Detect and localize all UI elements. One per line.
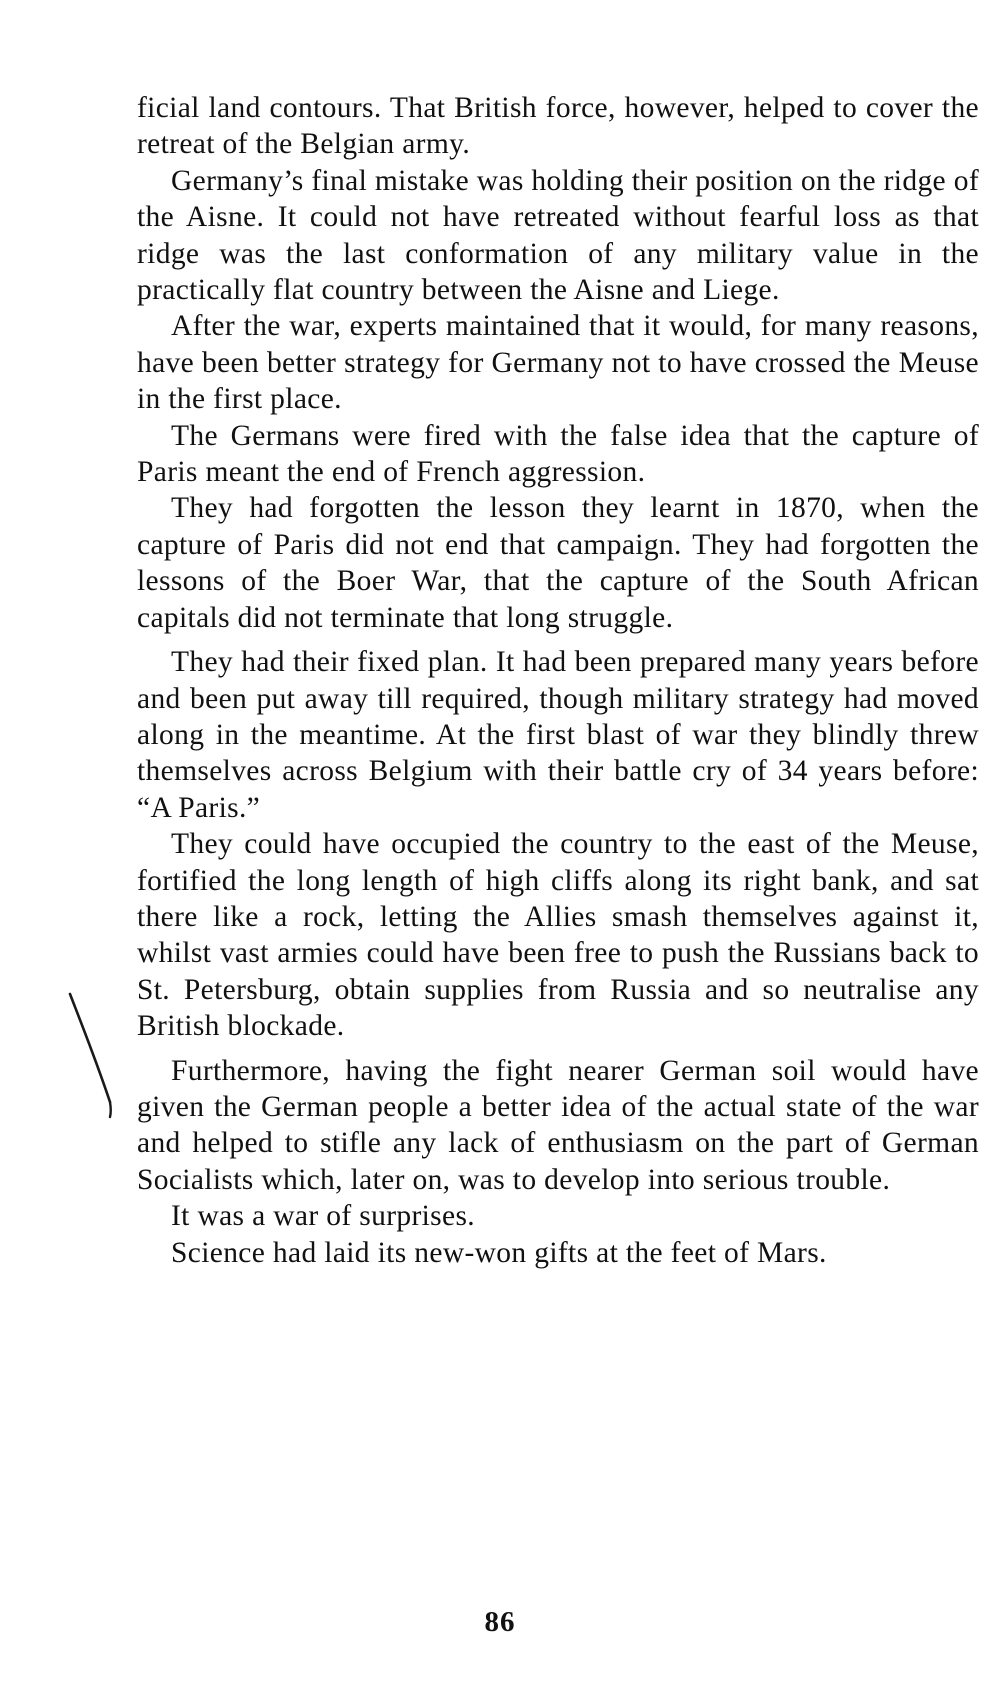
paragraph-2: Germany’s final mistake was holding their position on the ridge of the Aisne. It could not have retreated without fearful loss as that ridge was the last conformation of any military value in the practically flat country between the Aisne and Liege. [137,164,979,307]
paragraph-8: Furthermore, having the fight nearer German soil would have given the German people a better idea of the actual state of the war and helped to stifle any lack of enthusiasm on the part of German Socialists which, later on, was to develop into serious trouble. [137,1054,979,1196]
paragraph-4: The Germans were fired with the false idea that the capture of Paris meant the end of French aggression. [137,419,979,489]
page-number: 86 [484,1606,516,1638]
handwritten-margin-mark [66,990,126,1120]
paragraph-6: They had their fixed plan. It had been prepared many years before and been put away till required, though military strategy had moved along in the meantime. At the first blast of war they blindly threw themselves across Belgium with their battle cry of 34 years before: “A Paris.” [137,646,979,824]
paragraph-7: They could have occupied the country to the east of the Meuse, fortified the long length of high cliffs along its right bank, and sat there like a rock, letting the Allies smash themselves against it, whilst vast armies could have been free to push the Russians back to St. Petersburg, obtain supplies from Russia and so neutralise any British blockade. [137,828,979,1043]
paragraph-5: They had forgotten the lesson they learnt in 1870, when the capture of Paris did not end that campaign. They had forgotten the lessons of the Boer War, that the capture of the South African capitals did not terminate that long struggle. [137,492,979,634]
body-text [137,90,979,1271]
paragraph-3: After the war, experts maintained that it would, for many reasons, have been better strategy for Germany not to have crossed the Meuse in the first place. [137,310,979,416]
paragraph-1: ficial land contours. That British force, however, helped to cover the retreat of the Belgian army. [137,92,979,161]
paragraph-10: Science had laid its new-won gifts at the feet of Mars. [171,1236,827,1269]
paragraph-9: It was a war of surprises. [171,1200,476,1233]
